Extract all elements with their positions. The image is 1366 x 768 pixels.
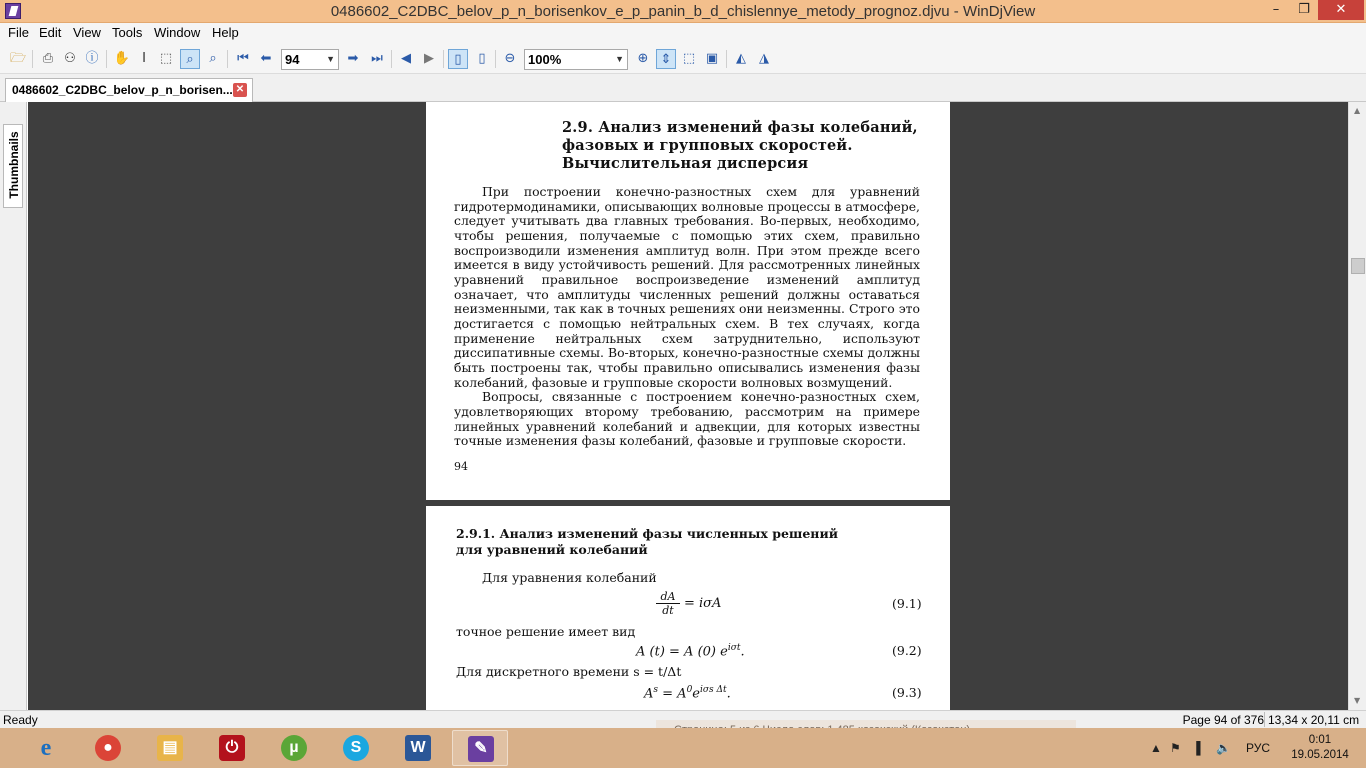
document-page — [426, 102, 950, 500]
side-panel — [0, 102, 27, 710]
equation-label: (9.3) — [892, 685, 922, 700]
utorrent-icon: µ — [281, 735, 307, 761]
find-binoculars-icon[interactable]: ⚇ — [64, 51, 76, 66]
system-tray — [0, 728, 1366, 768]
hand-tool-icon[interactable]: ✋ — [113, 51, 131, 66]
page-number-value: 94 — [285, 52, 300, 67]
document-view[interactable] — [28, 102, 1348, 710]
thumbnails-tab-label: Thumbnails — [7, 131, 21, 199]
facing-pages-icon[interactable]: ▯ — [478, 51, 486, 66]
network-icon[interactable]: ▐ — [1192, 741, 1201, 755]
fit-page-icon[interactable]: ⬚ — [682, 51, 696, 66]
equation-superscript: iσs Δt — [700, 685, 727, 695]
toolbar-separator — [726, 50, 727, 68]
chevron-down-icon[interactable]: ▼ — [326, 54, 335, 64]
zoom-tool-icon[interactable]: ⌕ — [180, 49, 200, 69]
close-tab-icon[interactable]: ✕ — [233, 83, 247, 97]
clock-date: 19.05.2014 — [1291, 749, 1349, 761]
minimize-button[interactable]: – — [1272, 2, 1280, 17]
menu-window[interactable]: Window — [154, 25, 201, 40]
equation — [636, 643, 745, 659]
previous-page-icon[interactable]: ⬅ — [260, 51, 272, 66]
status-separator — [1264, 712, 1265, 727]
equation-superscript: 0 — [686, 685, 693, 695]
toolbar-separator — [495, 50, 496, 68]
scroll-up-icon[interactable]: ▲ — [1354, 106, 1361, 115]
zoom-out-icon[interactable]: ⊖ — [504, 51, 516, 66]
paragraph: При построении конечно-разностных схем для уравнений гидротермодинамики, описывающих волновые процессы в атмосфере, следует учитывать два главных требования. Во-первых, необходимо, чтобы решения, получаемые с помощью этих схем, правильно воспроизводили изменения амплитуд волн. При этом прежде всего имеется в виду устойчивость решений. Для рассмотренных линейных уравнений правильное воспроизведение изменений амплитуд означает, что амплитуды численных решений должны оставаться неизменными, так как в точных решениях они неизменны. Строго это достигается с помощью нейтральных схем. В тех случаях, когда применение нейтральных схем затруднительно, используют диссипативные схемы. Во-вторых, конечно-разностные схемы должны быть построены так, чтобы правильно описывались изменения фазы колебаний, фазовые и групповые скорости волновых возмущений. — [454, 184, 920, 390]
volume-icon[interactable]: 🔈 — [1216, 741, 1231, 755]
equation-part: e — [692, 686, 700, 702]
rotate-left-icon[interactable]: ◭ — [736, 51, 746, 66]
toolbar-separator — [443, 50, 444, 68]
close-button[interactable]: ✕ — [1318, 0, 1364, 20]
input-language[interactable]: РУС — [1246, 741, 1271, 755]
menu-help[interactable]: Help — [212, 25, 239, 40]
print-icon[interactable]: ⎙ — [42, 51, 54, 66]
status-ready: Ready — [3, 713, 38, 727]
equation-fraction — [656, 590, 680, 617]
action-center-icon[interactable]: ⚑ — [1170, 741, 1181, 755]
windjview-icon: ✎ — [468, 736, 494, 762]
status-page-size: 13,34 x 20,11 cm — [1268, 713, 1360, 727]
title-bar — [0, 0, 1366, 23]
zoom-value: 100% — [528, 52, 562, 67]
menu-view[interactable]: View — [73, 25, 101, 40]
toolbar — [0, 44, 1366, 74]
equation-label: (9.2) — [892, 643, 922, 658]
rect-select-icon[interactable]: ⬚ — [159, 51, 173, 66]
equation-part: . — [740, 644, 745, 660]
thumbnails-tab[interactable] — [3, 124, 23, 208]
menu-tools[interactable]: Tools — [112, 25, 143, 40]
equation-label: (9.1) — [892, 596, 922, 611]
page-number: 94 — [454, 460, 468, 473]
equation-part: A — [644, 686, 654, 702]
actual-size-icon[interactable]: ▣ — [705, 51, 719, 66]
maximize-button[interactable]: ❐ — [1298, 2, 1310, 17]
fit-width-icon[interactable]: ⇕ — [656, 49, 676, 69]
scrollbar-thumb[interactable] — [1351, 258, 1365, 274]
subheading-line: для уравнений колебаний — [456, 542, 648, 557]
fraction-numerator: dA — [656, 590, 680, 604]
toolbar-separator — [227, 50, 228, 68]
fraction-denominator: dt — [662, 604, 674, 617]
forward-icon[interactable]: ▶ — [424, 51, 434, 66]
heading-line: 2.9. Анализ изменений фазы колебаний, — [562, 119, 918, 136]
scroll-down-icon[interactable]: ▼ — [1354, 696, 1361, 705]
equation-part: = A — [658, 686, 687, 702]
section-heading — [562, 119, 918, 173]
document-tab[interactable] — [5, 78, 253, 102]
equation-superscript: iσt — [727, 643, 741, 653]
rotate-right-icon[interactable]: ◮ — [759, 51, 769, 66]
equation-part: . — [726, 686, 731, 702]
menu-file[interactable]: File — [8, 25, 29, 40]
paragraph: Вопросы, связанные с построением конечно-разностных схем, удовлетворяющих второму требованию, рассмотрим на примере линейных уравнений колебаний и адвекции, для которых известны точные изменения фазы колебаний, фазовые и групповые скорости. — [454, 389, 920, 449]
page-number-combo[interactable] — [281, 49, 339, 70]
word-icon: W — [405, 735, 431, 761]
folder-icon: ▤ — [157, 735, 183, 761]
heading-line: фазовых и групповых скоростей. — [562, 137, 853, 154]
power-icon: ⏻ — [219, 735, 245, 761]
zoom-in-icon[interactable]: ⊕ — [637, 51, 649, 66]
menu-edit[interactable]: Edit — [39, 25, 62, 40]
skype-icon: S — [343, 735, 369, 761]
internet-explorer-icon[interactable]: e — [40, 735, 52, 761]
subheading-line: 2.9.1. Анализ изменений фазы численных решений — [456, 526, 838, 541]
equation-part: A (t) = A (0) e — [636, 644, 728, 660]
toolbar-separator — [391, 50, 392, 68]
first-page-icon[interactable]: ⏮ — [237, 51, 249, 66]
text-line: точное решение имеет вид — [456, 624, 636, 639]
last-page-icon[interactable]: ⏭ — [371, 51, 383, 66]
subsection-heading — [456, 526, 838, 558]
document-tab-label: 0486602_C2DBC_belov_p_n_borisen... — [12, 83, 233, 97]
heading-line: Вычислительная дисперсия — [562, 155, 809, 172]
chrome-icon: ● — [95, 735, 121, 761]
next-page-icon[interactable]: ➡ — [347, 51, 359, 66]
document-tab-bar — [0, 74, 1366, 102]
status-page-info: Page 94 of 376 — [1182, 713, 1264, 727]
text-line: Для уравнения колебаний — [482, 570, 657, 585]
document-page — [426, 506, 950, 710]
open-folder-icon[interactable]: 🗁 — [9, 51, 27, 66]
taskbar — [0, 728, 1366, 768]
body-text — [454, 185, 920, 449]
menu-bar — [0, 23, 1366, 44]
window-title: 0486602_C2DBC_belov_p_n_borisenkov_e_p_panin_b_d_chislennye_metody_prognoz.djvu - WinDjView — [330, 3, 1036, 20]
text-line: Для дискретного времени s = t/Δt — [456, 664, 682, 679]
clock-time: 0:01 — [1308, 734, 1332, 746]
clock[interactable] — [1290, 733, 1350, 763]
single-page-icon[interactable]: ▯ — [448, 49, 468, 69]
back-icon[interactable]: ◀ — [401, 51, 411, 66]
vertical-scrollbar[interactable] — [1348, 102, 1366, 710]
zoom-rect-icon[interactable]: ⌕ — [209, 51, 217, 66]
toolbar-separator — [106, 50, 107, 68]
chevron-down-icon[interactable]: ▼ — [615, 54, 624, 64]
equation — [644, 685, 731, 701]
zoom-combo[interactable] — [524, 49, 628, 70]
toolbar-separator — [32, 50, 33, 68]
text-select-icon[interactable]: I — [142, 51, 146, 66]
equation-superscript: s — [653, 685, 659, 695]
equation: = iσA — [684, 596, 722, 611]
show-hidden-icons-icon[interactable]: ▲ — [1150, 741, 1162, 755]
info-icon[interactable]: ⓘ — [85, 51, 99, 66]
